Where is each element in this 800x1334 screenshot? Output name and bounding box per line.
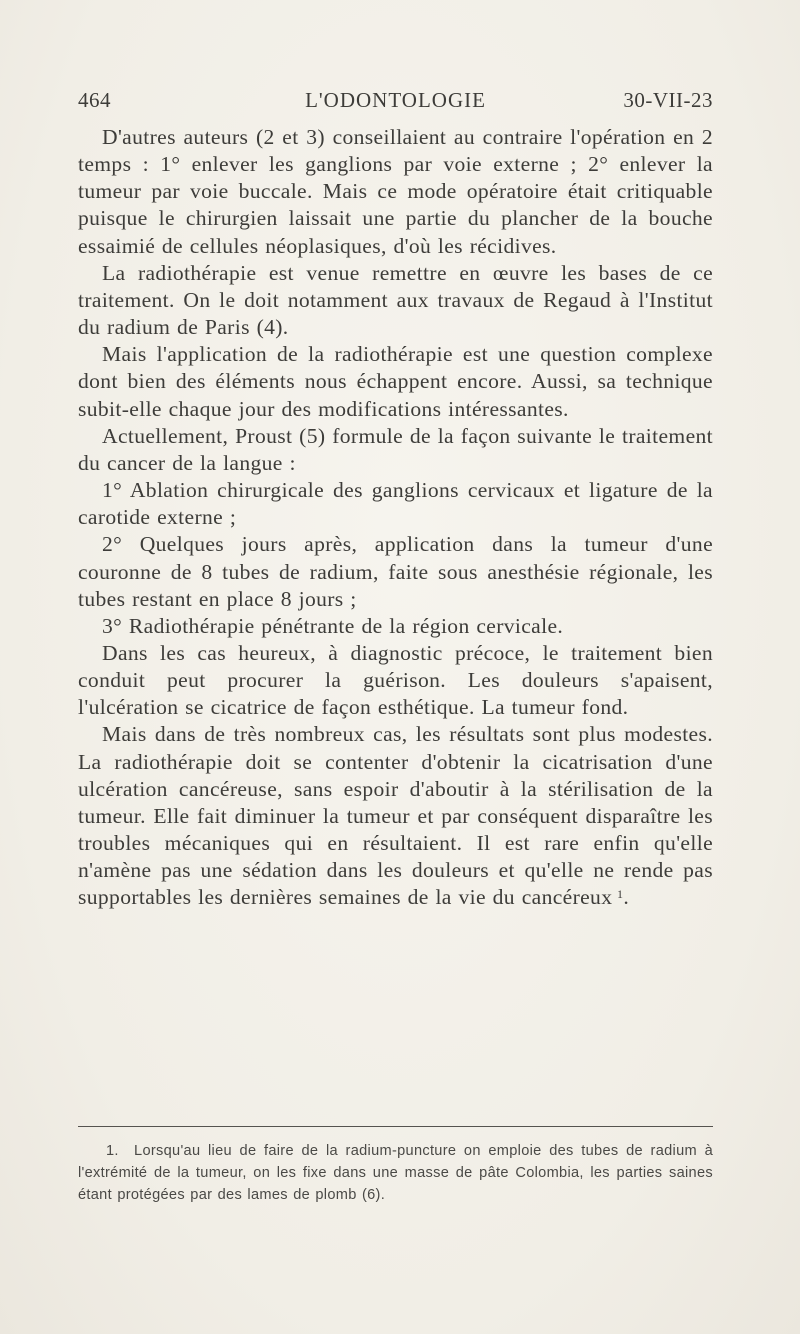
footnote-text: Lorsqu'au lieu de faire de la radium-puncture on emploie des tubes de radium à l'extrémité de la tumeur, on les fixe dans une masse de pâte Colombia, les parties saines étant protégées par des lames de plomb (6).: [78, 1143, 713, 1203]
footnote-divider: [78, 1126, 713, 1127]
paragraph: Mais l'application de la radiothérapie est une question complexe dont bien des éléments nous échappent encore. Aussi, sa technique subit-elle chaque jour des modifications intéressantes.: [78, 342, 713, 421]
paragraph: Dans les cas heureux, à diagnostic précoce, le traitement bien conduit peut procurer la guérison. Les douleurs s'apaisent, l'ulcération se cicatrice de façon esthétique. La tumeur fond.: [78, 640, 713, 720]
paragraph: Mais dans de très nombreux cas, les résultats sont plus modestes. La radiothérapie doit se contenter d'obtenir la cicatrisation d'une ulcération cancéreuse, sans espoir d'aboutir à la stérilisation de la tumeur. Elle fait diminuer la tumeur et par conséquent disparaître les troubles mécaniques qui en résultaient. Il est rare enfin qu'elle n'amène pas une sédation dans les douleurs et qu'elle ne rende pas supportables les dernières semaines de la vie du cancéreux $^1$.: [78, 722, 713, 910]
running-header: [78, 88, 713, 118]
list-item: 1° Ablation chirurgicale des ganglions cervicaux et ligature de la carotide externe ;: [78, 478, 713, 530]
footnote-reference: 1: [617, 887, 624, 902]
list-item: 2° Quelques jours après, application dans la tumeur d'une couronne de 8 tubes de radium, faite sous anesthésie régionale, les tubes restant en place 8 jours ;: [78, 532, 713, 611]
paragraph: D'autres auteurs (2 et 3) conseillaient au contraire l'opération en 2 temps : 1° enlever les ganglions par voie externe ; 2° enlever la tumeur par voie buccale. Mais ce mode opératoire était critiquable puisque le chirurgien laissait une partie du plancher de la bouche essaimié de cellules néoplasiques, d'où les récidives.: [78, 125, 713, 258]
article-body: [78, 124, 713, 912]
list-item: 3° Radiothérapie pénétrante de la région cervicale.: [102, 613, 564, 638]
paragraph: Actuellement, Proust (5) formule de la façon suivante le traitement du cancer de la langue :: [78, 423, 713, 475]
footnote: [78, 1140, 713, 1206]
page-number: 464: [78, 88, 111, 112]
journal-title: L'ODONTOLOGIE: [305, 88, 486, 112]
footnote-marker: 1.: [106, 1143, 119, 1159]
issue-date: 30-VII-23: [623, 88, 713, 112]
paragraph-text: Mais dans de très nombreux cas, les résultats sont plus modestes. La radiothérapie doit se contenter d'obtenir la cicatrisation d'une ulcération cancéreuse, sans espoir d'aboutir à la stérilisation de la tumeur. Elle fait diminuer la tumeur et par conséquent disparaître les troubles mécaniques qui en résultaient. Il est rare enfin qu'elle n'amène pas une sédation dans les douleurs et qu'elle ne rende pas supportables les dernières semaines de la vie du cancéreux: [78, 722, 713, 910]
paragraph: La radiothérapie est venue remettre en œuvre les bases de ce traitement. On le doit notamment aux travaux de Regaud à l'Institut du radium de Paris (4).: [78, 260, 713, 340]
